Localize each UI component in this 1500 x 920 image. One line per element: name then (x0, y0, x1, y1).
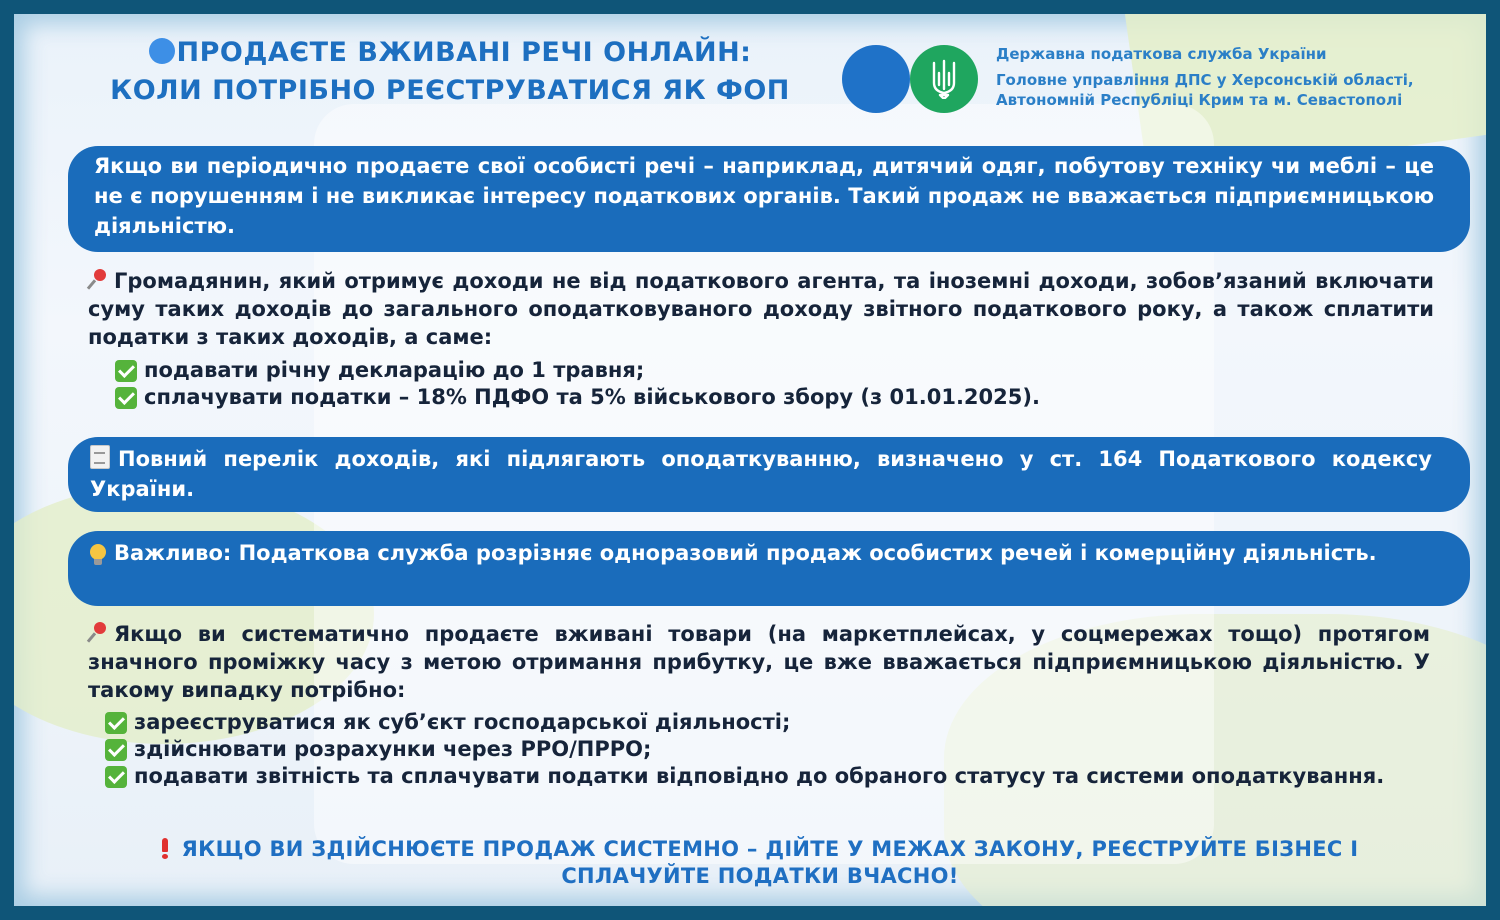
section-2-list (105, 709, 1425, 790)
pushpin-icon (88, 622, 108, 642)
document-icon (90, 445, 110, 469)
dps-logo-blue-circle (842, 45, 910, 113)
blue-circle-icon (149, 38, 175, 64)
list-item (105, 763, 1425, 790)
info-note-text: Повний перелік доходів, які підлягають оподаткуванню, визначено у ст. 164 Податкового кодексу України. (90, 447, 1432, 501)
title-line-2: КОЛИ ПОТРІБНО РЕЄСТРУВАТИСЯ ЯК ФОП (110, 75, 790, 106)
check-mark-icon (105, 739, 127, 761)
list-item-text: подавати звітність та сплачувати податки відповідно до обраного статусу та системи оподаткування. (134, 764, 1385, 788)
pushpin-icon (88, 269, 108, 289)
list-item-text: подавати річну декларацію до 1 травня; (144, 358, 645, 382)
list-item-text: зареєструватися як суб’єкт господарської діяльності; (134, 710, 791, 734)
list-item (115, 357, 1415, 384)
section-1-paragraph (88, 267, 1434, 351)
list-item (105, 709, 1425, 736)
footer-line-1: ЯКЩО ВИ ЗДІЙСНЮЄТЕ ПРОДАЖ СИСТЕМНО – ДІЙТЕ У МЕЖАХ ЗАКОНУ, РЕЄСТРУЙТЕ БІЗНЕС І (181, 837, 1359, 861)
intro-banner (68, 146, 1470, 252)
check-mark-icon (105, 712, 127, 734)
check-mark-icon (115, 387, 137, 409)
organization-name: Державна податкова служба України (996, 45, 1327, 63)
section-1-list (115, 357, 1415, 411)
department-line-2: Автономній Республіці Крим та м. Севастополі (996, 91, 1403, 109)
important-banner (68, 531, 1470, 606)
list-item-text: здійснювати розрахунки через РРО/ПРРО; (134, 737, 652, 761)
section-2-paragraph (88, 620, 1430, 704)
list-item-text: сплачувати податки – 18% ПДФО та 5% військового збору (з 01.01.2025). (144, 385, 1040, 409)
trident-icon (930, 59, 958, 99)
important-note-text: Важливо: Податкова служба розрізняє одноразовий продаж особистих речей і комерційну діяльність. (114, 541, 1377, 565)
list-item (105, 736, 1425, 763)
section-2-text: Якщо ви систематично продаєте вживані товари (на маркетплейсах, у соцмережах тощо) протягом значного проміжку часу з метою отримання прибутку, це вже вважається підприємницькою діяльністю. У такому випадку потрібно: (88, 622, 1430, 702)
department-line-1: Головне управління ДПС у Херсонській області, (996, 71, 1414, 89)
footer-line-2: СПЛАЧУЙТЕ ПОДАТКИ ВЧАСНО! (561, 864, 959, 888)
dps-logo-green-circle (910, 45, 978, 113)
check-mark-icon (105, 766, 127, 788)
title-line-1: ПРОДАЄТЕ ВЖИВАНІ РЕЧІ ОНЛАЙН: (176, 37, 752, 68)
light-bulb-icon (90, 544, 106, 560)
exclamation-icon (162, 838, 168, 858)
poster-title (60, 34, 840, 110)
section-1-text: Громадянин, який отримує доходи не від податкового агента, та іноземні доходи, зобов’язаний включати суму таких доходів до загального оподатковуваного доходу звітного податкового року, а також сплатити податки з таких доходів, а саме: (88, 269, 1434, 349)
footer-call-to-action (60, 836, 1460, 890)
intro-text: Якщо ви періодично продаєте свої особисті речі – наприклад, дитячий одяг, побутову техніку чи меблі – це не є порушенням і не викликає інтересу податкових органів. Такий продаж не вважається підприємницькою діяльністю. (94, 154, 1434, 238)
list-item (115, 384, 1415, 411)
check-mark-icon (115, 360, 137, 382)
organization-info (996, 44, 1414, 110)
info-banner (68, 437, 1470, 512)
